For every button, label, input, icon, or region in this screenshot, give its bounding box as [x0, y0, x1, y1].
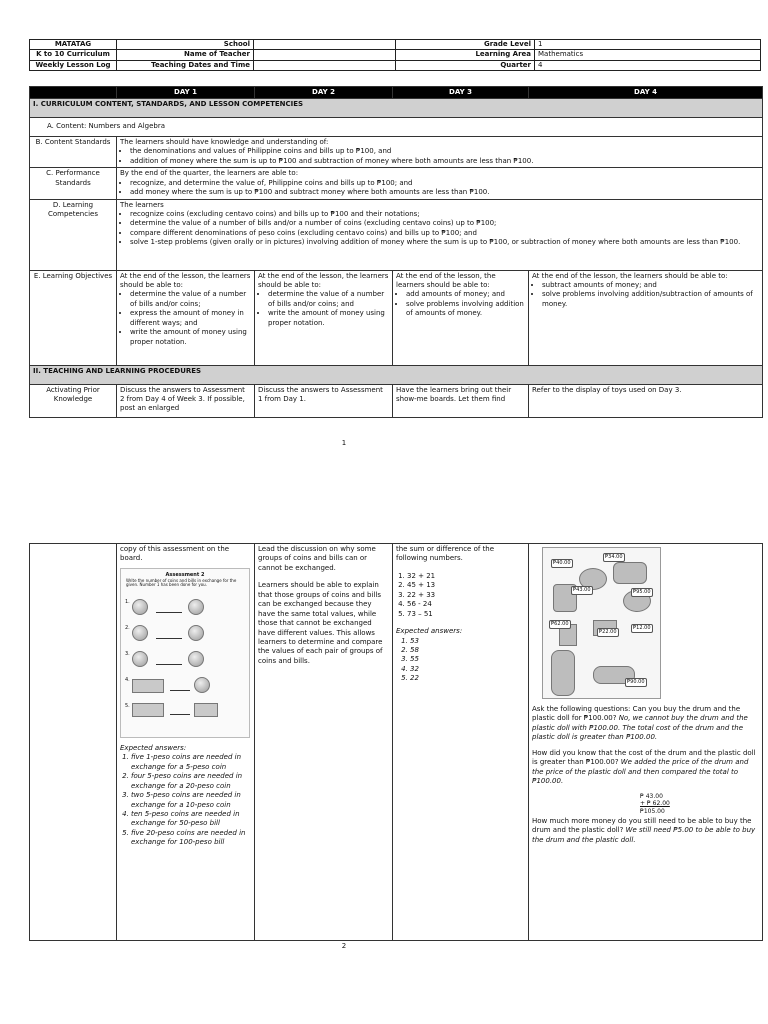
- row-number: 1.: [125, 598, 130, 605]
- objectives-day2-intro: At the end of the lesson, the learners should be able to:: [258, 271, 389, 289]
- coin-icon: [132, 599, 148, 615]
- page2-day4-cell: [529, 544, 763, 941]
- assessment-title: Assessment 2: [165, 571, 205, 578]
- objective-item: • subtract amounts of money; and: [542, 281, 759, 290]
- expected-answer: 2. 58: [410, 646, 525, 655]
- coin-icon: [188, 651, 204, 667]
- lesson-table-page2: [29, 543, 763, 941]
- bill-icon: [132, 679, 164, 693]
- page2-day3-cell: [393, 544, 529, 941]
- expected-answer: 5. five 20-peso coins are needed in exchange for 100-peso bill: [131, 829, 251, 848]
- content-row: A. Content: Numbers and Algebra: [30, 118, 763, 136]
- page2-label-cell: [30, 544, 117, 941]
- day3-expected-label: Expected answers:: [396, 627, 463, 636]
- problem-item: 2. 45 + 13: [407, 581, 525, 590]
- calc-line: + ₱ 62.00: [640, 800, 670, 807]
- prior-day1: Discuss the answers to Assessment 2 from Day 4 of Week 3. If possible, post an enlarged: [117, 384, 255, 417]
- grade-level-value: 1: [535, 40, 761, 50]
- objective-item: • determine the value of a number of bills and/or coins; and: [268, 290, 389, 309]
- problem-item: 5. 73 – 51: [407, 610, 525, 619]
- coin-icon: [188, 599, 204, 615]
- competency-item: • compare different denominations of peso coins (excluding centavo coins) and bills up to ₱100; and: [130, 229, 759, 238]
- coin-icon: [188, 625, 204, 641]
- learning-competencies-intro: The learners: [120, 200, 164, 209]
- objectives-day1-intro: At the end of the lesson, the learners should be able to:: [120, 271, 251, 289]
- learning-area-value: Mathematics: [535, 50, 761, 60]
- coin-icon: [194, 677, 210, 693]
- dates-label: Teaching Dates and Time: [117, 60, 254, 70]
- price-tag: ₱12.00: [633, 625, 651, 631]
- lesson-table-page1: [29, 86, 763, 418]
- learning-competencies-label: D. Learning Competencies: [30, 199, 117, 270]
- day1-expected-label: Expected answers:: [120, 743, 187, 752]
- school-label: School: [117, 40, 254, 50]
- day2-discussion: Lead the discussion on why some groups of coins and bills can or cannot be exchanged.: [258, 545, 376, 572]
- performance-standard-item: • recognize, and determine the value of, Philippine coins and bills up to ₱100; and: [130, 179, 759, 188]
- learning-competencies-cell: [117, 199, 763, 270]
- day-3-header: DAY 3: [393, 87, 529, 99]
- expected-answer: 3. 55: [410, 655, 525, 664]
- row-number: 3.: [125, 650, 130, 657]
- assessment-2-image: [120, 568, 250, 738]
- toys-display-image: [542, 547, 661, 699]
- expected-answer: 1. 53: [410, 637, 525, 646]
- assessment-row: [125, 625, 218, 651]
- performance-standard-item: • add money where the sum is up to ₱100 and subtract money where both amounts are less than ₱100.: [130, 188, 759, 197]
- header-lesson-log: Weekly Lesson Log: [30, 60, 117, 70]
- teacher-value: [254, 50, 396, 60]
- expected-answer: 4. 32: [410, 665, 525, 674]
- price-tag: ₱22.00: [599, 629, 617, 635]
- answer-text: No, we cannot buy the drum and the plastic doll with ₱100.00. The total cost of the drum and the plastic doll is greater than ₱100.00.: [532, 714, 748, 742]
- page-number-1: 1: [341, 439, 347, 447]
- day4-question-3: [532, 817, 759, 845]
- assessment-row: [125, 703, 218, 729]
- prior-day2: Discuss the answers to Assessment 1 from Day 1.: [255, 384, 393, 417]
- prior-day4: Refer to the display of toys used on Day 3.: [529, 384, 763, 417]
- objectives-day4-intro: At the end of the lesson, the learners should be able to:: [532, 271, 728, 280]
- day3-problems: [396, 572, 525, 619]
- calculation: [640, 793, 759, 816]
- objective-item: • write the amount of money using proper notation.: [268, 309, 389, 328]
- prior-day3: Have the learners bring out their show-me boards. Let them find: [393, 384, 529, 417]
- day2-explanation: Learners should be able to explain that those groups of coins and bills can be exchanged because they have the same total values, while those that cannot be exchanged have different values. This allows learners to determine and compare the values of each pair of groups of coins and bills.: [258, 581, 383, 665]
- answer-text: We added the price of the drum and the price of the plastic doll and then compared the total to ₱100.00.: [532, 758, 749, 786]
- objectives-day3: [393, 270, 529, 365]
- expected-answer: 5. 22: [410, 674, 525, 683]
- grade-level-label: Grade Level: [396, 40, 535, 50]
- answer-blank: [170, 690, 190, 691]
- assessment-row: [125, 599, 218, 625]
- school-value: [254, 40, 396, 50]
- day-header-row: [30, 87, 763, 99]
- content-standards-cell: [117, 136, 763, 167]
- plastic-doll-image: [551, 650, 575, 696]
- performance-standards-intro: By the end of the quarter, the learners are able to:: [120, 169, 299, 178]
- car-toy-image: [613, 562, 647, 584]
- day-header-blank: [30, 87, 117, 99]
- page-number-2: 2: [341, 942, 347, 950]
- learning-area-label: Learning Area: [396, 50, 535, 60]
- objective-item: • add amounts of money; and: [406, 290, 525, 299]
- objective-item: • solve problems involving addition of amounts of money.: [406, 300, 525, 319]
- day3-expected-list: [396, 637, 525, 684]
- problem-item: 1. 32 + 21: [407, 572, 525, 581]
- day-2-header: DAY 2: [255, 87, 393, 99]
- question-text: How did you know that the cost of the drum and the plastic doll is greater than ₱100.00?: [532, 748, 756, 767]
- price-tag: ₱43.00: [573, 587, 591, 593]
- header-table: [29, 39, 761, 71]
- competency-item: • determine the value of a number of bills and/or a number of coins (excluding centavo coins) up to ₱100;: [130, 219, 759, 228]
- objective-item: • solve problems involving addition/subtraction of amounts of money.: [542, 290, 759, 309]
- section-2-title: II. TEACHING AND LEARNING PROCEDURES: [30, 365, 763, 384]
- assessment-instructions: Write the number of coins and bills in exchange for the given. Number 1 has been done for you.: [126, 577, 237, 588]
- answer-blank: [156, 638, 182, 639]
- expected-answer: 1. five 1-peso coins are needed in exchange for a 5-peso coin: [131, 753, 251, 772]
- objective-item: • determine the value of a number of bills and/or coins;: [130, 290, 251, 309]
- answer-text: We still need ₱5.00 to be able to buy the drum and the plastic doll.: [532, 826, 756, 844]
- day1-expected-list: [120, 753, 251, 847]
- day4-question-1: [532, 705, 759, 743]
- price-tag: ₱95.00: [633, 589, 651, 595]
- performance-standards-cell: [117, 168, 763, 199]
- page2-day2-cell: [255, 544, 393, 941]
- coin-icon: [132, 651, 148, 667]
- competency-item: • recognize coins (excluding centavo coins) and bills up to ₱100 and their notations;: [130, 210, 759, 219]
- page2-day1-intro: copy of this assessment on the board.: [120, 545, 230, 563]
- activating-prior-label: Activating Prior Knowledge: [30, 384, 117, 417]
- problem-item: 4. 56 - 24: [407, 600, 525, 609]
- content-standards-label: B. Content Standards: [30, 136, 117, 167]
- question-text: Ask the following questions: Can you buy the drum and the plastic doll for ₱100.00?: [532, 705, 741, 723]
- row-number: 2.: [125, 624, 130, 631]
- day4-question-2: [532, 749, 759, 787]
- answer-blank: [170, 714, 190, 715]
- objectives-day1: [117, 270, 255, 365]
- quarter-value: 4: [535, 60, 761, 70]
- row-number: 4.: [125, 676, 130, 683]
- teacher-label: Name of Teacher: [117, 50, 254, 60]
- expected-answer: 3. two 5-peso coins are needed in exchange for a 10-peso coin: [131, 791, 251, 810]
- day-4-header: DAY 4: [529, 87, 763, 99]
- page2-day1-cell: [117, 544, 255, 941]
- expected-answer: 4. ten 5-peso coins are needed in exchange for 50-peso bill: [131, 810, 251, 829]
- day3-intro: the sum or difference of the following numbers.: [396, 545, 495, 563]
- price-tag: ₱90.00: [627, 679, 645, 685]
- objective-item: • express the amount of money in different ways; and: [130, 309, 251, 328]
- objectives-day2: [255, 270, 393, 365]
- performance-standards-label: C. Performance Standards: [30, 168, 117, 199]
- problem-item: 3. 22 + 33: [407, 591, 525, 600]
- price-tag: ₱34.00: [605, 554, 623, 560]
- price-tag: ₱62.00: [551, 621, 569, 627]
- question-text: How much more money do you still need to be able to buy the drum and the plastic doll?: [532, 817, 752, 835]
- learning-objectives-label: E. Learning Objectives: [30, 270, 117, 365]
- calc-line: ₱105.00: [640, 807, 665, 815]
- header-curriculum: K to 10 Curriculum: [30, 50, 117, 60]
- content-standards-intro: The learners should have knowledge and understanding of:: [120, 137, 329, 146]
- row-number: 5.: [125, 702, 130, 709]
- content-standard-item: • the denominations and values of Philippine coins and bills up to ₱100, and: [130, 147, 759, 156]
- bill-icon: [194, 703, 218, 717]
- assessment-row: [125, 651, 218, 677]
- expected-answer: 2. four 5-peso coins are needed in exchange for a 20-peso coin: [131, 772, 251, 791]
- objectives-day3-intro: At the end of the lesson, the learners should be able to:: [396, 271, 496, 289]
- content-standard-item: • addition of money where the sum is up to ₱100 and subtraction of money where both amounts are less than ₱100.: [130, 157, 759, 166]
- header-matatag: MATATAG: [30, 40, 117, 50]
- competency-item: • solve 1-step problems (given orally or in pictures) involving addition of money where the sum is up to ₱100, or subtraction of money where both amounts are less than ₱100.: [130, 238, 759, 247]
- price-tag: ₱40.00: [553, 560, 571, 566]
- calc-line: ₱ 43.00: [640, 792, 663, 800]
- objective-item: • write the amount of money using proper notation.: [130, 328, 251, 347]
- section-1-title: I. CURRICULUM CONTENT, STANDARDS, AND LESSON COMPETENCIES: [30, 99, 763, 118]
- objectives-day4: [529, 270, 763, 365]
- assessment-rows: [125, 599, 218, 729]
- day-1-header: DAY 1: [117, 87, 255, 99]
- bill-icon: [132, 703, 164, 717]
- answer-blank: [156, 612, 182, 613]
- coin-icon: [132, 625, 148, 641]
- assessment-row: [125, 677, 218, 703]
- answer-blank: [156, 664, 182, 665]
- quarter-label: Quarter: [396, 60, 535, 70]
- dates-value: [254, 60, 396, 70]
